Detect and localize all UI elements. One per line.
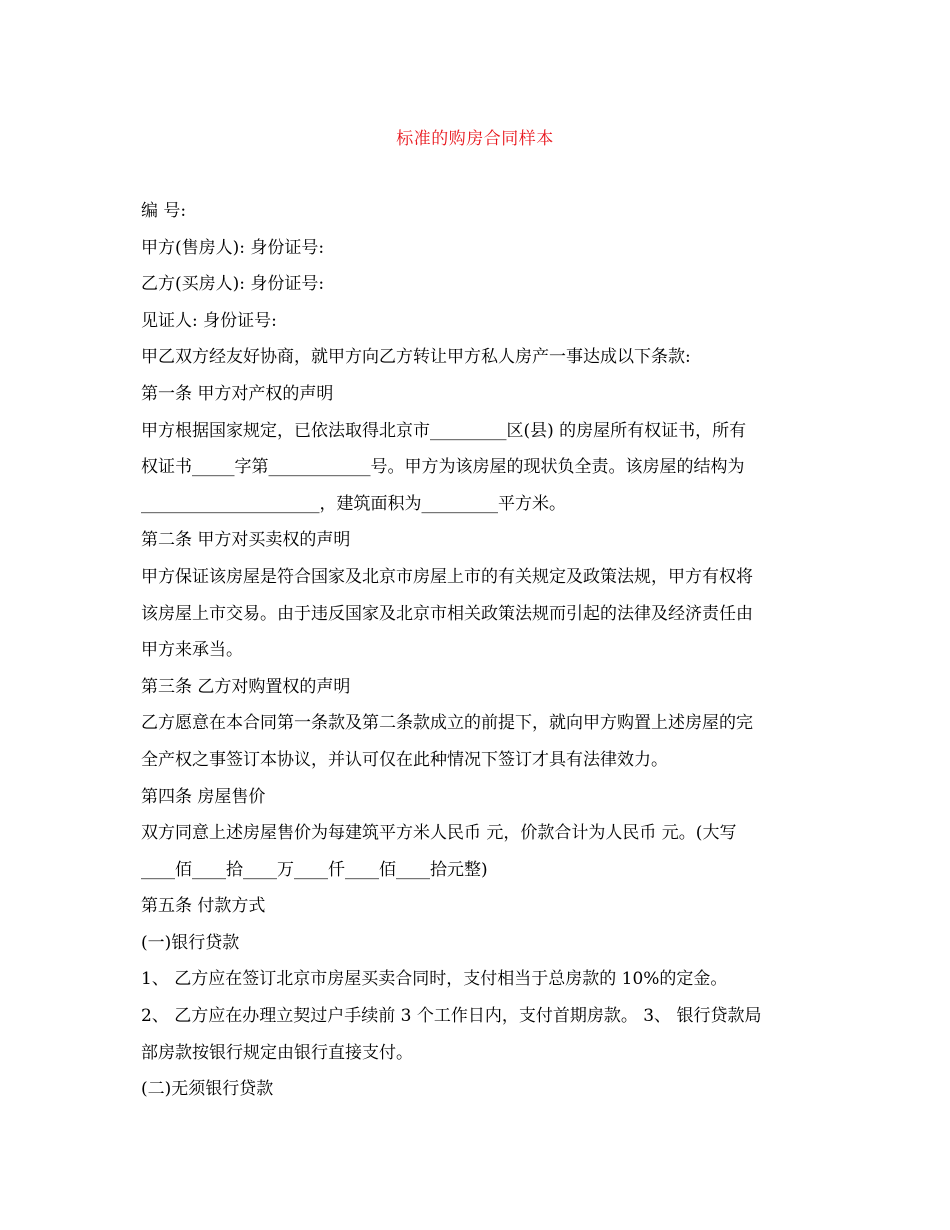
party-a-line: 甲方(售房人): 身份证号: [141, 237, 325, 258]
article-1-text-line-2: 权证书_____字第____________号。甲方为该房屋的现状负全责。该房屋的结构为 [141, 457, 745, 478]
contract-number-line: 编 号: [141, 201, 187, 221]
article-4-text-line-1: 双方同意上述房屋售价为每建筑平方米人民币 元，价款合计为人民币 元。(大写 [141, 823, 737, 844]
preamble-line: 甲乙双方经友好协商，就甲方向乙方转让甲方私人房产一事达成以下条款: [141, 347, 691, 368]
article-2-text-line-3: 甲方来承当。 [141, 640, 243, 661]
party-b-line: 乙方(买房人): 身份证号: [141, 274, 325, 295]
payment-item-1: 1、 乙方应在签订北京市房屋买卖合同时，支付相当于总房款的 10%的定金。 [141, 969, 728, 990]
article-5-heading: 第五条 付款方式 [141, 896, 266, 917]
article-1-text-line-1: 甲方根据国家规定，已依法取得北京市_________区(县) 的房屋所有权证书，所有 [141, 420, 747, 441]
payment-item-2-line-1: 2、 乙方应在办理立契过户手续前 3 个工作日内，支付首期房款。 3、 银行贷款局 [141, 1006, 762, 1027]
witness-line: 见证人: 身份证号: [141, 310, 277, 331]
payment-option-1-heading: (一)银行贷款 [141, 932, 240, 953]
article-3-heading: 第三条 乙方对购置权的声明 [141, 676, 351, 697]
article-3-text-line-2: 全产权之事签订本协议，并认可仅在此种情况下签订才具有法律效力。 [141, 749, 668, 770]
article-3-text-line-1: 乙方愿意在本合同第一条款及第二条款成立的前提下，就向甲方购置上述房屋的完 [141, 713, 753, 734]
article-2-heading: 第二条 甲方对买卖权的声明 [141, 530, 351, 551]
article-2-text-line-1: 甲方保证该房屋是符合国家及北京市房屋上市的有关规定及政策法规，甲方有权将 [141, 566, 753, 587]
article-4-heading: 第四条 房屋售价 [141, 786, 266, 807]
payment-item-2-line-2: 部房款按银行规定由银行直接支付。 [141, 1042, 413, 1063]
contract-body [141, 193, 813, 1108]
article-1-text-line-3: _____________________，建筑面积为_________平方米。 [141, 493, 566, 514]
article-2-text-line-2: 该房屋上市交易。由于违反国家及北京市相关政策法规而引起的法律及经济责任由 [141, 603, 753, 624]
article-1-heading: 第一条 甲方对产权的声明 [141, 383, 334, 404]
article-4-text-line-2: ____佰____拾____万____仟____佰____拾元整) [141, 859, 488, 880]
payment-option-2-heading: (二)无须银行贷款 [141, 1079, 274, 1100]
document-title: 标准的购房合同样本 [396, 129, 554, 149]
